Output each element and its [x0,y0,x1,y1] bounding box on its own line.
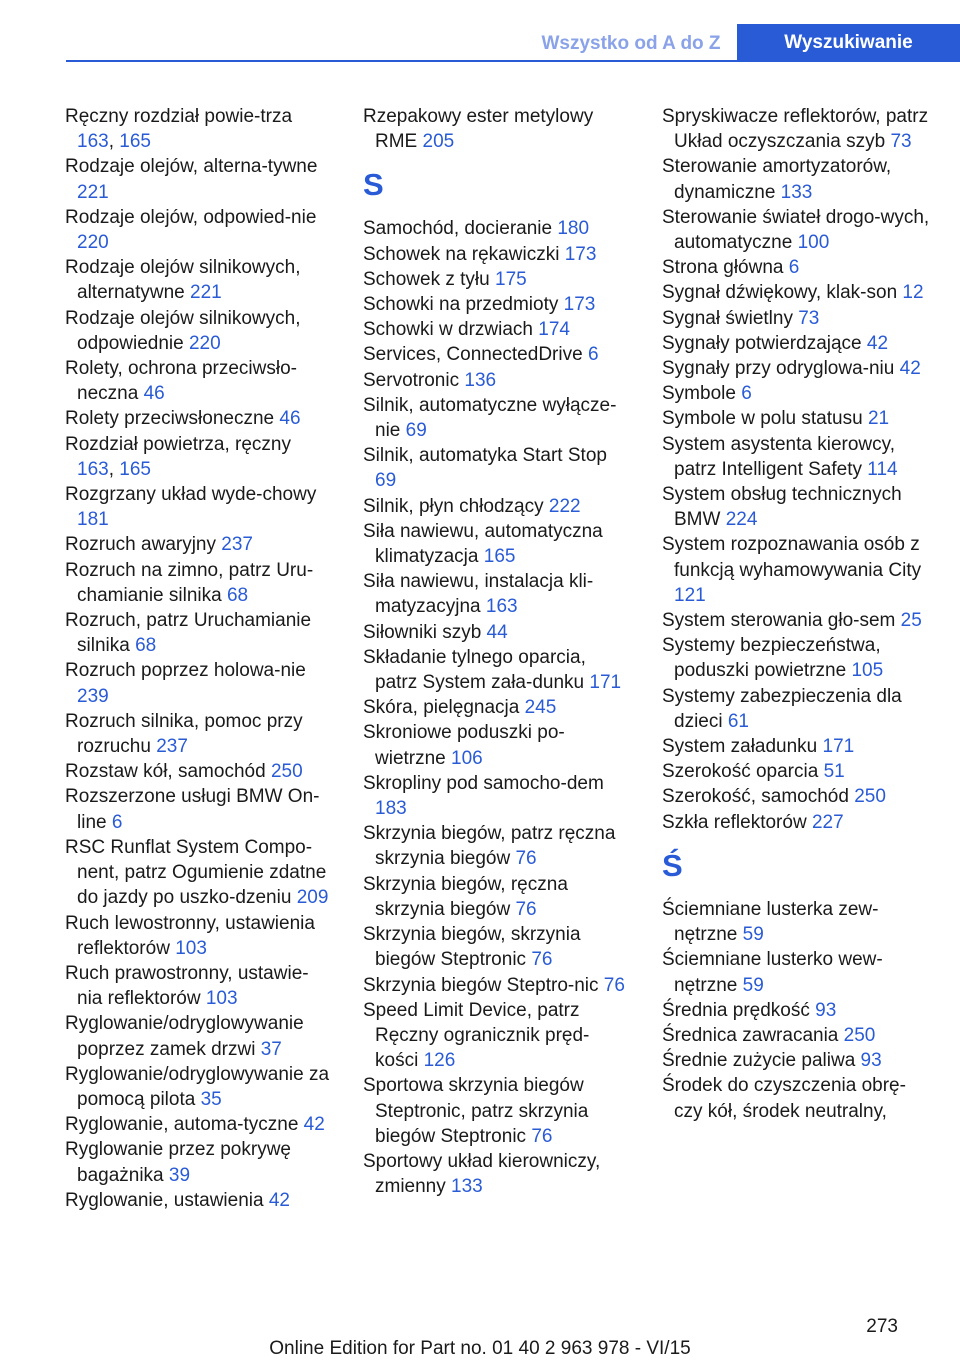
page-reference-link[interactable]: 37 [260,1038,282,1060]
index-entry [65,961,333,1011]
index-term: Siła nawiewu, automatyczna klimatyzacja [363,520,603,568]
page-reference-link[interactable]: 35 [200,1088,222,1110]
page-reference-link[interactable]: 221 [77,181,109,203]
index-term: Ściemniane lusterka zew-nętrzne [662,898,879,946]
index-entry [662,1048,930,1073]
index-term: Skrzynia biegów, skrzynia biegów Steptronic [363,924,581,971]
page-reference-link[interactable]: 73 [798,307,820,329]
page-reference-link[interactable]: 163 [77,131,109,153]
index-term: Rolety, ochrona przeciwsło-neczna [65,358,297,405]
index-entry [65,911,333,961]
index-entry [662,432,930,482]
index-entry [363,494,631,519]
page-reference-link[interactable]: 46 [279,408,301,430]
page-reference-link[interactable]: 93 [860,1050,882,1072]
index-entry [363,973,631,998]
page-reference-link[interactable]: 165 [119,131,151,153]
index-term: Spryskiwacze reflektorów, patrz Układ oczyszczania szyb [662,106,929,153]
index-term: Rodzaje olejów, odpowied-nie [65,206,317,228]
index-term: Średnia prędkość [662,999,810,1021]
page-reference-link[interactable]: 220 [188,332,221,354]
index-term: Schowki na przedmioty [363,294,559,316]
index-term: Servotronic [363,369,460,391]
index-entry [662,810,930,835]
page-reference-link[interactable]: 42 [303,1114,325,1136]
page-reference-link[interactable]: 163 [77,458,109,480]
index-term: Siłowniki szyb [363,621,482,643]
page-reference-link[interactable]: 171 [589,672,622,694]
page-reference-link[interactable]: 25 [900,610,922,632]
index-term: Strona główna [662,257,784,279]
index-term: System załadunku [662,736,818,758]
page-reference-link[interactable]: 183 [375,798,407,820]
index-term: Rozruch na zimno, patrz Uru-chamianie silnika [65,559,314,606]
page-reference-link[interactable]: 136 [464,369,497,391]
index-term: Sportowy układ kierowniczy, zmienny [363,1150,601,1198]
page-reference-link[interactable]: 46 [143,383,165,405]
header-active-tab[interactable]: Wyszukiwanie [737,24,960,62]
index-term: Ściemniane lusterko wew-nętrzne [662,949,883,996]
index-term: Rodzaje olejów, alterna-tywne [65,156,318,178]
index-entry [662,280,930,305]
footer-edition: Online Edition for Part no. 01 40 2 963 978 - VI/15 [269,1338,691,1359]
page-reference-link[interactable]: 69 [405,420,427,442]
page-reference-link[interactable]: 61 [727,710,749,732]
index-entry [662,482,930,532]
index-column-3 [662,104,930,1124]
index-entry [363,998,631,1074]
index-entry [662,998,930,1023]
index-term: Rozruch, patrz Uruchamianie silnika [65,610,312,657]
index-entry [662,356,930,381]
index-entry [363,267,631,292]
page-reference-link[interactable]: 68 [135,635,157,657]
page-reference-link[interactable]: 69 [375,470,397,492]
index-entry [662,532,930,608]
index-term: Samochód, docieranie [363,218,553,240]
index-term: Ruch lewostronny, ustawienia reflektorów [65,912,315,959]
page-reference-link[interactable]: 114 [867,458,898,480]
index-entry [65,205,333,255]
index-term: Symbole w polu statusu [662,408,863,430]
index-entry [662,784,930,809]
index-term: Rodzaje olejów silnikowych, alternatywne [65,257,301,304]
index-term: Services, ConnectedDrive [363,344,583,366]
index-entry [662,154,930,204]
page-reference-link[interactable]: 6 [741,383,752,405]
index-entry [363,695,631,720]
page-reference-link[interactable]: 173 [563,294,596,316]
index-term: Środek do czyszczenia obrę-czy kół, środek neutralny, [662,1075,906,1122]
index-entry [363,104,631,154]
index-entry [363,519,631,569]
index-entry [363,645,631,695]
index-term: Sygnał świetlny [662,307,793,329]
index-column-1 [65,104,333,1213]
page-reference-link[interactable]: 76 [531,949,553,971]
page-reference-link[interactable]: 6 [587,344,599,366]
index-term: Skrzynia biegów, ręczna skrzynia biegów [363,873,568,920]
index-term: Szkła reflektorów [662,811,807,833]
index-term: Rozszerzone usługi BMW On-line [65,786,320,833]
index-entry [662,734,930,759]
page-reference-link[interactable]: 205 [422,131,455,153]
header-section-link[interactable]: Wszystko od A do Z [541,33,721,54]
index-term: Silnik, automatyczne wyłącze-nie [363,394,617,442]
index-term: Skóra, pielęgnacja [363,697,520,719]
index-term: Ryglowanie, automa-tyczne [65,1114,299,1136]
index-term: Rozruch silnika, pomoc przy rozruchu [65,710,303,758]
index-entry [65,608,333,658]
index-entry [65,1011,333,1061]
index-entry [363,1073,631,1149]
index-entry [662,1073,930,1123]
page-reference-link[interactable]: 174 [538,319,570,341]
index-entry: Ręczny rozdział powie-trza 163, 165 [65,106,293,153]
page-number: 273 [866,1316,898,1337]
index-entry [363,720,631,770]
index-entry [363,342,631,367]
page-reference-link[interactable]: 106 [451,747,483,769]
index-entry [662,381,930,406]
index-term: Ryglowanie/odryglowywanie poprzez zamek drzwi [65,1013,304,1060]
index-entry [662,633,930,683]
page-reference-link[interactable]: 222 [548,495,581,517]
index-entry [65,154,333,204]
index-term: Rozstaw kół, samochód [65,761,266,783]
page-reference-link[interactable]: 93 [815,999,837,1021]
index-term: Siła nawiewu, instalacja kli-matyzacyjna [363,571,594,618]
index-entry [363,443,631,493]
page-reference-link[interactable]: 180 [557,218,590,240]
index-entry [662,406,930,431]
index-entry: Rozdział powietrza, ręczny 163, 165 [65,433,291,480]
index-entry [363,216,631,241]
index-entry [65,1188,333,1213]
page-reference-link[interactable]: 51 [823,761,845,783]
index-entry [65,532,333,557]
page-reference-link[interactable]: 221 [190,282,222,304]
page-reference-link[interactable]: 250 [854,786,886,808]
page-reference-link[interactable]: 59 [742,924,764,946]
index-entry [662,205,930,255]
index-entry [363,1149,631,1199]
page-reference-link[interactable]: 250 [270,761,303,783]
index-entry [662,255,930,280]
index-entry [662,104,930,154]
page-reference-link[interactable]: 133 [451,1176,483,1198]
index-entry [662,608,930,633]
page-reference-link[interactable]: 76 [531,1125,553,1147]
index-term: Symbole [662,383,736,405]
index-entry [363,292,631,317]
index-term: System obsług technicznych BMW [662,484,902,531]
index-term: Skrzynia biegów, patrz ręczna skrzynia biegów [363,823,616,870]
page-reference-link[interactable]: 59 [742,974,764,996]
index-term: Systemy bezpieczeństwa, poduszki powietrzne [662,635,881,682]
page-reference-link[interactable]: 42 [268,1189,290,1211]
index-entry [65,406,333,431]
page-reference-link[interactable]: 237 [221,534,253,556]
index-entry [65,482,333,532]
index-term: Skropliny pod samocho-dem [363,772,604,794]
page-reference-link[interactable]: 209 [296,887,329,909]
index-term: Schowek z tyłu [363,268,490,290]
page-reference-link[interactable]: 76 [603,974,625,996]
page-reference-link[interactable]: 76 [515,898,537,920]
index-entry [662,306,930,331]
page-reference-link[interactable]: 224 [725,509,758,531]
index-entry [65,709,333,759]
index-entry [363,317,631,342]
page-reference-link[interactable]: 173 [564,243,597,265]
index-entry [65,759,333,784]
index-term: RSC Runflat System Compo-nent, patrz Ogumienie zdatne do jazdy po uszko-dzeniu [65,836,327,909]
index-term: Ryglowanie przez pokrywę bagażnika [65,1139,291,1186]
index-entry [65,835,333,911]
index-term: Szerokość, samochód [662,786,849,808]
page-reference-link[interactable]: 237 [156,736,188,758]
index-term: System rozpoznawania osób z funkcją wyhamowywania City [662,534,922,581]
index-term: Ruch prawostronny, ustawie-nia reflektorów [65,962,309,1010]
index-entry [363,393,631,443]
index-term: Sterowanie świateł drogo-wych, automatyczne [662,206,930,254]
index-term: Rozruch awaryjny [65,534,216,556]
page-reference-link[interactable]: 171 [822,736,855,758]
index-entry [65,356,333,406]
index-entry [363,242,631,267]
index-term: Średnica zawracania [662,1024,839,1046]
index-entry [662,684,930,734]
page-reference-link[interactable]: 250 [843,1024,876,1046]
index-term: Rolety przeciwsłoneczne [65,408,275,430]
page-reference-link[interactable]: 239 [77,685,109,707]
index-term: Składanie tylnego oparcia, patrz System zała-dunku [363,646,586,694]
index-term: Sygnał dźwiękowy, klak-son [662,282,898,304]
index-term: Rozdział powietrza, ręczny [65,433,291,455]
index-term: Schowki w drzwiach [363,319,533,341]
index-column-2 [363,104,631,1199]
page-reference-link[interactable]: 175 [495,268,527,290]
index-entry [363,620,631,645]
index-term: System sterowania gło-sem [662,610,896,632]
index-entry [662,759,930,784]
index-term: Rzepakowy ester metylowy RME [363,106,594,153]
index-entry [662,331,930,356]
page-reference-link[interactable]: 165 [483,546,516,568]
index-entry [363,771,631,821]
page-reference-link[interactable]: 103 [175,937,207,959]
index-term: Skroniowe poduszki po-wietrzne [363,722,565,769]
index-term: Sygnały przy odryglowa-niu [662,358,895,380]
index-term: Systemy zabezpieczenia dla dzieci [662,685,902,732]
page-reference-link[interactable]: 21 [867,408,890,430]
index-term: Silnik, automatyka Start Stop [363,445,607,467]
page-reference-link[interactable]: 6 [788,257,800,279]
index-letter-heading: S [363,167,384,203]
page-reference-link[interactable]: 42 [899,358,921,380]
index-term: Średnie zużycie paliwa [662,1050,856,1072]
page-reference-link[interactable]: 121 [674,584,706,606]
index-entry [662,897,930,947]
index-entry [363,922,631,972]
index-term: Speed Limit Device, patrz Ręczny ogranicznik pręd-kości [363,999,590,1072]
index-entry [363,569,631,619]
index-term: Sterowanie amortyzatorów, dynamiczne [662,156,892,203]
index-term: Sportowa skrzynia biegów Steptronic, patrz skrzynia biegów Steptronic [363,1075,589,1147]
index-term: Szerokość oparcia [662,761,819,783]
page-reference-link[interactable]: 73 [890,131,912,153]
index-term: Ryglowanie, ustawienia [65,1189,264,1211]
page-reference-link[interactable]: 133 [780,181,813,203]
index-entry [65,255,333,305]
index-term: Ręczny rozdział powie-trza [65,106,293,127]
page-reference-link[interactable]: 105 [851,660,884,682]
index-letter-heading: Ś [662,847,683,883]
index-term: Rozgrzany układ wyde-chowy [65,484,317,506]
index-term: Rozruch poprzez holowa-nie [65,660,306,682]
index-entry [65,1112,333,1137]
index-entry [65,558,333,608]
page-reference-link[interactable]: 6 [111,811,123,833]
index-entry [65,1137,333,1187]
index-term: Ryglowanie/odryglowywanie za pomocą pilota [65,1063,330,1110]
index-entry [65,658,333,708]
index-term: Silnik, płyn chłodzący [363,495,544,517]
page-reference-link[interactable]: 163 [485,596,518,618]
page-reference-link[interactable]: 126 [423,1050,456,1072]
page-reference-link[interactable]: 42 [866,332,889,354]
page-reference-link[interactable]: 68 [226,584,249,606]
index-term: Sygnały potwierdzające [662,332,862,354]
page-reference-link[interactable]: 165 [119,458,151,480]
index-term: Schowek na rękawiczki [363,243,560,265]
index-entry [662,947,930,997]
index-entry [65,1062,333,1112]
index-term: System asystenta kierowcy, patrz Intelligent Safety [662,433,896,480]
index-term: Rodzaje olejów silnikowych, odpowiednie [65,307,301,354]
page-reference-link[interactable]: 181 [77,509,109,531]
index-entry [65,784,333,834]
page-reference-link[interactable]: 103 [205,988,238,1010]
page-reference-link[interactable]: 39 [168,1164,191,1186]
page-reference-link[interactable]: 245 [524,697,557,719]
index-entry [363,872,631,922]
page-reference-link[interactable]: 220 [77,232,109,254]
index-entry [662,1023,930,1048]
page-reference-link[interactable]: 76 [515,848,537,870]
page-reference-link[interactable]: 100 [797,232,830,254]
index-entry [65,306,333,356]
index-entry [363,821,631,871]
page-reference-link[interactable]: 12 [902,282,924,304]
index-term: Skrzynia biegów Steptro-nic [363,974,599,996]
page-reference-link[interactable]: 227 [811,811,844,833]
index-entry [363,368,631,393]
page-reference-link[interactable]: 44 [486,621,508,643]
